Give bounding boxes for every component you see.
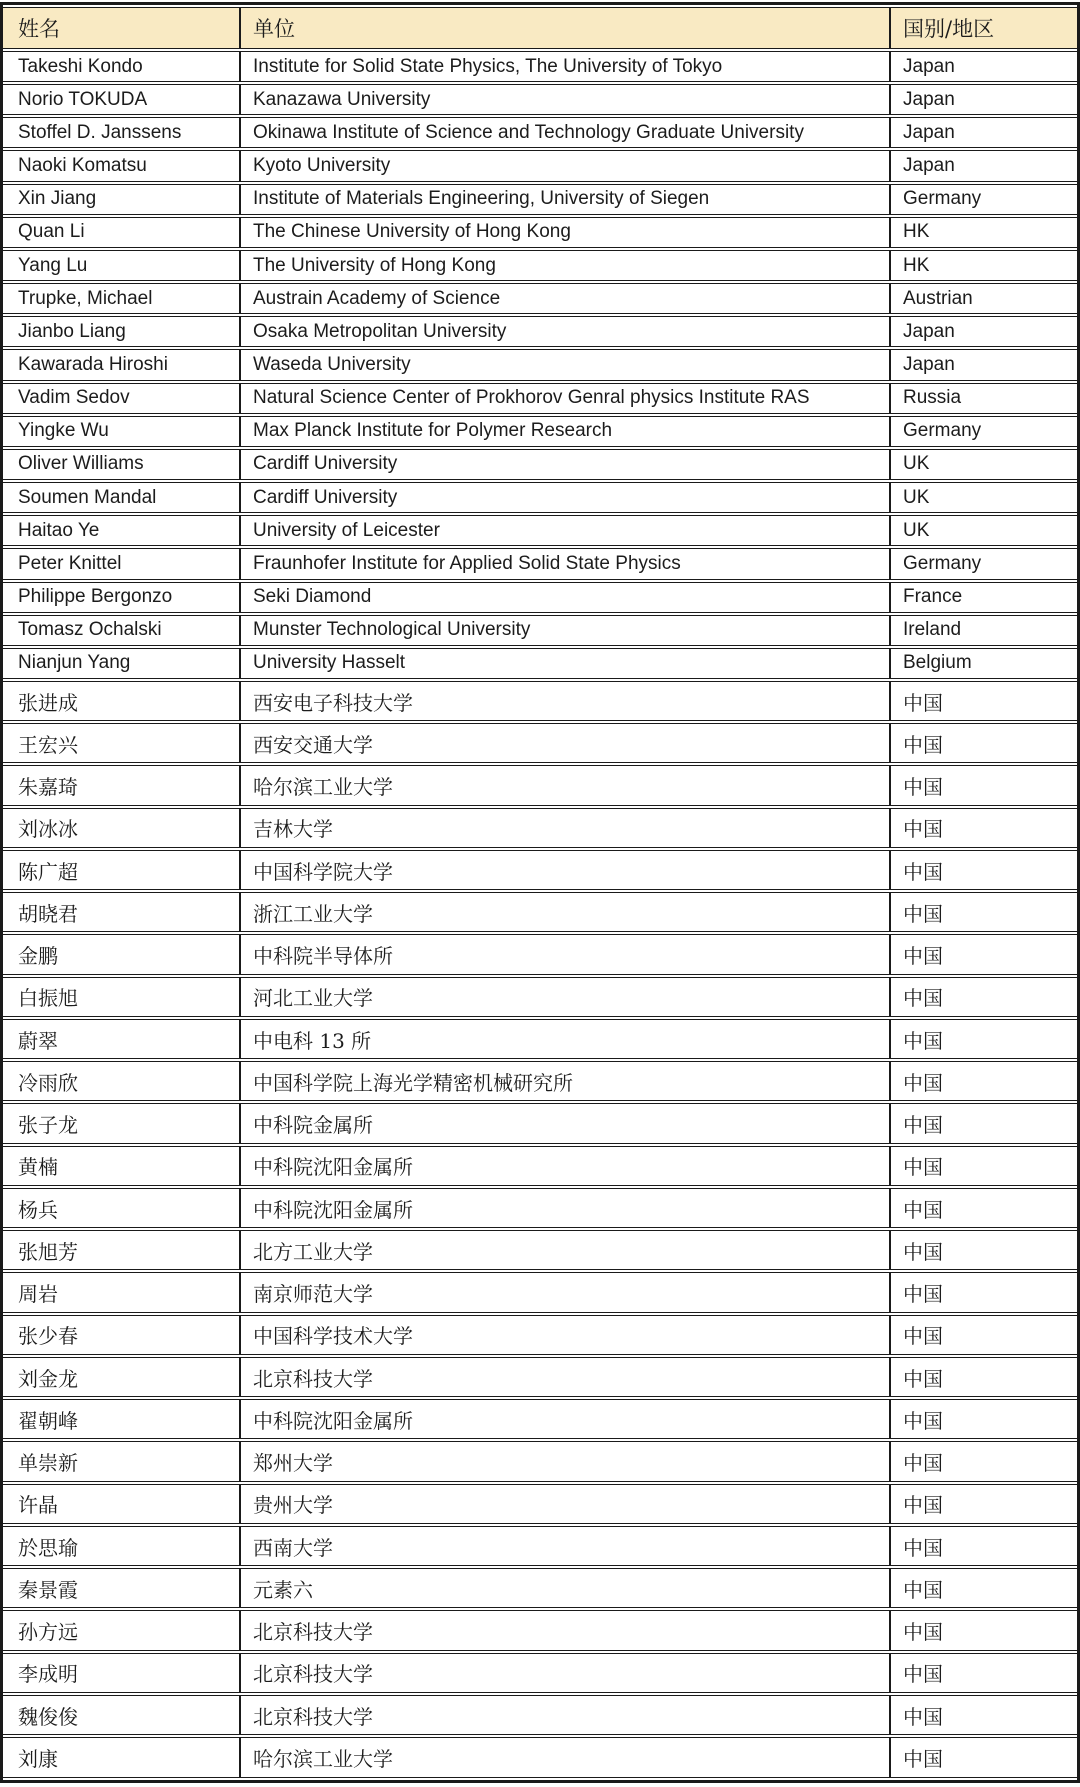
name-cell: 单崇新 bbox=[3, 1441, 241, 1481]
name-cell: 白振旭 bbox=[3, 977, 241, 1017]
affiliation-cell: 北京科技大学 bbox=[241, 1653, 889, 1693]
region-cell: 中国 bbox=[889, 1399, 1077, 1439]
table-row bbox=[3, 1272, 1077, 1312]
name-cell: 黄楠 bbox=[3, 1146, 241, 1186]
region-cell: UK bbox=[889, 515, 1077, 546]
region-cell: Japan bbox=[889, 150, 1077, 181]
affiliation-cell: 北京科技大学 bbox=[241, 1357, 889, 1397]
affiliation-cell: 哈尔滨工业大学 bbox=[241, 1737, 889, 1778]
region-cell: HK bbox=[889, 217, 1077, 248]
name-cell: Nianjun Yang bbox=[3, 648, 241, 679]
table-row bbox=[3, 582, 1077, 613]
table-row bbox=[3, 548, 1077, 579]
participants-table bbox=[0, 2, 1080, 1783]
affiliation-cell: 河北工业大学 bbox=[241, 977, 889, 1017]
affiliation-cell: 西安电子科技大学 bbox=[241, 681, 889, 721]
region-cell: 中国 bbox=[889, 765, 1077, 805]
name-cell: 张进成 bbox=[3, 681, 241, 721]
name-cell: Haitao Ye bbox=[3, 515, 241, 546]
table-row bbox=[3, 1526, 1077, 1566]
name-cell: Naoki Komatsu bbox=[3, 150, 241, 181]
region-cell: 中国 bbox=[889, 1737, 1077, 1778]
name-cell: Soumen Mandal bbox=[3, 482, 241, 513]
region-cell: 中国 bbox=[889, 723, 1077, 763]
region-cell: Japan bbox=[889, 117, 1077, 148]
region-cell: Japan bbox=[889, 316, 1077, 347]
region-cell: 中国 bbox=[889, 1526, 1077, 1566]
name-cell: Xin Jiang bbox=[3, 184, 241, 215]
table-row bbox=[3, 1357, 1077, 1397]
region-cell: 中国 bbox=[889, 1695, 1077, 1735]
table-row bbox=[3, 51, 1077, 82]
region-cell: 中国 bbox=[889, 1357, 1077, 1397]
name-cell: 刘金龙 bbox=[3, 1357, 241, 1397]
table-row bbox=[3, 84, 1077, 115]
name-cell: Peter Knittel bbox=[3, 548, 241, 579]
affiliation-cell: 郑州大学 bbox=[241, 1441, 889, 1481]
table-row bbox=[3, 150, 1077, 181]
region-cell: 中国 bbox=[889, 850, 1077, 890]
name-cell: Norio TOKUDA bbox=[3, 84, 241, 115]
region-cell: 中国 bbox=[889, 977, 1077, 1017]
name-cell: 翟朝峰 bbox=[3, 1399, 241, 1439]
region-cell: 中国 bbox=[889, 1315, 1077, 1355]
name-cell: 张旭芳 bbox=[3, 1230, 241, 1270]
header-row bbox=[3, 7, 1077, 49]
affiliation-cell: 中电科 13 所 bbox=[241, 1019, 889, 1059]
affiliation-cell: Austrain Academy of Science bbox=[241, 283, 889, 314]
affiliation-cell: Max Planck Institute for Polymer Research bbox=[241, 416, 889, 447]
region-cell: 中国 bbox=[889, 1568, 1077, 1608]
table-row bbox=[3, 892, 1077, 932]
name-cell: 金鹏 bbox=[3, 934, 241, 974]
table-row bbox=[3, 808, 1077, 848]
table-row bbox=[3, 850, 1077, 890]
table-row bbox=[3, 1695, 1077, 1735]
table-row bbox=[3, 1019, 1077, 1059]
name-cell: Quan Li bbox=[3, 217, 241, 248]
region-cell: Belgium bbox=[889, 648, 1077, 679]
region-cell: 中国 bbox=[889, 1653, 1077, 1693]
name-cell: 於思瑜 bbox=[3, 1526, 241, 1566]
name-cell: 秦景霞 bbox=[3, 1568, 241, 1608]
table-row bbox=[3, 1188, 1077, 1228]
affiliation-cell: The University of Hong Kong bbox=[241, 250, 889, 281]
affiliation-cell: 吉林大学 bbox=[241, 808, 889, 848]
region-cell: Japan bbox=[889, 84, 1077, 115]
table-row bbox=[3, 681, 1077, 721]
affiliation-cell: 中国科学院上海光学精密机械研究所 bbox=[241, 1061, 889, 1101]
name-cell: 张少春 bbox=[3, 1315, 241, 1355]
region-cell: 中国 bbox=[889, 934, 1077, 974]
affiliation-cell: 北京科技大学 bbox=[241, 1695, 889, 1735]
region-cell: UK bbox=[889, 482, 1077, 513]
table-row bbox=[3, 1315, 1077, 1355]
table-row bbox=[3, 934, 1077, 974]
affiliation-cell: 北方工业大学 bbox=[241, 1230, 889, 1270]
name-cell: 冷雨欣 bbox=[3, 1061, 241, 1101]
name-cell: 李成明 bbox=[3, 1653, 241, 1693]
table-row bbox=[3, 1441, 1077, 1481]
region-cell: 中国 bbox=[889, 1230, 1077, 1270]
affiliation-cell: 中科院半导体所 bbox=[241, 934, 889, 974]
table-row bbox=[3, 283, 1077, 314]
name-cell: Trupke, Michael bbox=[3, 283, 241, 314]
name-cell: Jianbo Liang bbox=[3, 316, 241, 347]
affiliation-cell: 贵州大学 bbox=[241, 1484, 889, 1524]
affiliation-cell: 中国科学技术大学 bbox=[241, 1315, 889, 1355]
table-row bbox=[3, 723, 1077, 763]
name-cell: Takeshi Kondo bbox=[3, 51, 241, 82]
participants-page bbox=[0, 2, 1080, 1787]
name-cell: Yang Lu bbox=[3, 250, 241, 281]
table-row bbox=[3, 250, 1077, 281]
table-row bbox=[3, 449, 1077, 480]
name-cell: 胡晓君 bbox=[3, 892, 241, 932]
affiliation-cell: Cardiff University bbox=[241, 482, 889, 513]
name-cell: Vadim Sedov bbox=[3, 383, 241, 414]
affiliation-cell: Kanazawa University bbox=[241, 84, 889, 115]
affiliation-cell: Munster Technological University bbox=[241, 615, 889, 646]
name-cell: Oliver Williams bbox=[3, 449, 241, 480]
affiliation-cell: 西安交通大学 bbox=[241, 723, 889, 763]
affiliation-cell: Natural Science Center of Prokhorov Genral physics Institute RAS bbox=[241, 383, 889, 414]
affiliation-cell: 南京师范大学 bbox=[241, 1272, 889, 1312]
table-row bbox=[3, 1568, 1077, 1608]
affiliation-cell: University of Leicester bbox=[241, 515, 889, 546]
region-cell: Germany bbox=[889, 548, 1077, 579]
name-cell: 许晶 bbox=[3, 1484, 241, 1524]
affiliation-cell: 北京科技大学 bbox=[241, 1610, 889, 1650]
table-row bbox=[3, 1399, 1077, 1439]
table-row bbox=[3, 349, 1077, 380]
affiliation-cell: Okinawa Institute of Science and Technology Graduate University bbox=[241, 117, 889, 148]
table-row bbox=[3, 1610, 1077, 1650]
header-name: 姓名 bbox=[3, 7, 241, 49]
affiliation-cell: Institute of Materials Engineering, University of Siegen bbox=[241, 184, 889, 215]
region-cell: 中国 bbox=[889, 681, 1077, 721]
affiliation-cell: 哈尔滨工业大学 bbox=[241, 765, 889, 805]
region-cell: 中国 bbox=[889, 1441, 1077, 1481]
table-row bbox=[3, 1653, 1077, 1693]
table-row bbox=[3, 1737, 1077, 1778]
region-cell: 中国 bbox=[889, 1103, 1077, 1143]
region-cell: Germany bbox=[889, 184, 1077, 215]
region-cell: 中国 bbox=[889, 1188, 1077, 1228]
affiliation-cell: Osaka Metropolitan University bbox=[241, 316, 889, 347]
region-cell: 中国 bbox=[889, 808, 1077, 848]
name-cell: Philippe Bergonzo bbox=[3, 582, 241, 613]
affiliation-cell: 中科院沈阳金属所 bbox=[241, 1399, 889, 1439]
header-region: 国别/地区 bbox=[889, 7, 1077, 49]
region-cell: 中国 bbox=[889, 892, 1077, 932]
region-cell: Japan bbox=[889, 51, 1077, 82]
name-cell: 陈广超 bbox=[3, 850, 241, 890]
region-cell: Japan bbox=[889, 349, 1077, 380]
name-cell: 杨兵 bbox=[3, 1188, 241, 1228]
name-cell: 朱嘉琦 bbox=[3, 765, 241, 805]
affiliation-cell: Waseda University bbox=[241, 349, 889, 380]
name-cell: 刘冰冰 bbox=[3, 808, 241, 848]
name-cell: 魏俊俊 bbox=[3, 1695, 241, 1735]
region-cell: 中国 bbox=[889, 1019, 1077, 1059]
name-cell: Stoffel D. Janssens bbox=[3, 117, 241, 148]
affiliation-cell: Cardiff University bbox=[241, 449, 889, 480]
name-cell: 张子龙 bbox=[3, 1103, 241, 1143]
table-row bbox=[3, 117, 1077, 148]
table-row bbox=[3, 316, 1077, 347]
name-cell: 孙方远 bbox=[3, 1610, 241, 1650]
table-row bbox=[3, 515, 1077, 546]
region-cell: France bbox=[889, 582, 1077, 613]
affiliation-cell: 中科院沈阳金属所 bbox=[241, 1146, 889, 1186]
affiliation-cell: Fraunhofer Institute for Applied Solid State Physics bbox=[241, 548, 889, 579]
region-cell: 中国 bbox=[889, 1146, 1077, 1186]
table-row bbox=[3, 1146, 1077, 1186]
affiliation-cell: University Hasselt bbox=[241, 648, 889, 679]
region-cell: Germany bbox=[889, 416, 1077, 447]
affiliation-cell: Seki Diamond bbox=[241, 582, 889, 613]
region-cell: HK bbox=[889, 250, 1077, 281]
affiliation-cell: 浙江工业大学 bbox=[241, 892, 889, 932]
table-row bbox=[3, 1230, 1077, 1270]
name-cell: Kawarada Hiroshi bbox=[3, 349, 241, 380]
region-cell: UK bbox=[889, 449, 1077, 480]
affiliation-cell: Kyoto University bbox=[241, 150, 889, 181]
affiliation-cell: 元素六 bbox=[241, 1568, 889, 1608]
name-cell: Yingke Wu bbox=[3, 416, 241, 447]
affiliation-cell: 西南大学 bbox=[241, 1526, 889, 1566]
region-cell: Russia bbox=[889, 383, 1077, 414]
name-cell: 王宏兴 bbox=[3, 723, 241, 763]
region-cell: Ireland bbox=[889, 615, 1077, 646]
region-cell: Austrian bbox=[889, 283, 1077, 314]
table-row bbox=[3, 184, 1077, 215]
table-row bbox=[3, 482, 1077, 513]
table-row bbox=[3, 765, 1077, 805]
table-row bbox=[3, 416, 1077, 447]
table-row bbox=[3, 217, 1077, 248]
name-cell: 周岩 bbox=[3, 1272, 241, 1312]
affiliation-cell: The Chinese University of Hong Kong bbox=[241, 217, 889, 248]
name-cell: Tomasz Ochalski bbox=[3, 615, 241, 646]
header-affiliation: 单位 bbox=[241, 7, 889, 49]
table-row bbox=[3, 1103, 1077, 1143]
region-cell: 中国 bbox=[889, 1272, 1077, 1312]
affiliation-cell: Institute for Solid State Physics, The University of Tokyo bbox=[241, 51, 889, 82]
name-cell: 刘康 bbox=[3, 1737, 241, 1778]
table-row bbox=[3, 615, 1077, 646]
affiliation-cell: 中科院沈阳金属所 bbox=[241, 1188, 889, 1228]
table-row bbox=[3, 1484, 1077, 1524]
region-cell: 中国 bbox=[889, 1061, 1077, 1101]
affiliation-cell: 中科院金属所 bbox=[241, 1103, 889, 1143]
table-row bbox=[3, 648, 1077, 679]
region-cell: 中国 bbox=[889, 1484, 1077, 1524]
table-row bbox=[3, 1061, 1077, 1101]
table-row bbox=[3, 383, 1077, 414]
name-cell: 蔚翠 bbox=[3, 1019, 241, 1059]
table-row bbox=[3, 977, 1077, 1017]
affiliation-cell: 中国科学院大学 bbox=[241, 850, 889, 890]
region-cell: 中国 bbox=[889, 1610, 1077, 1650]
